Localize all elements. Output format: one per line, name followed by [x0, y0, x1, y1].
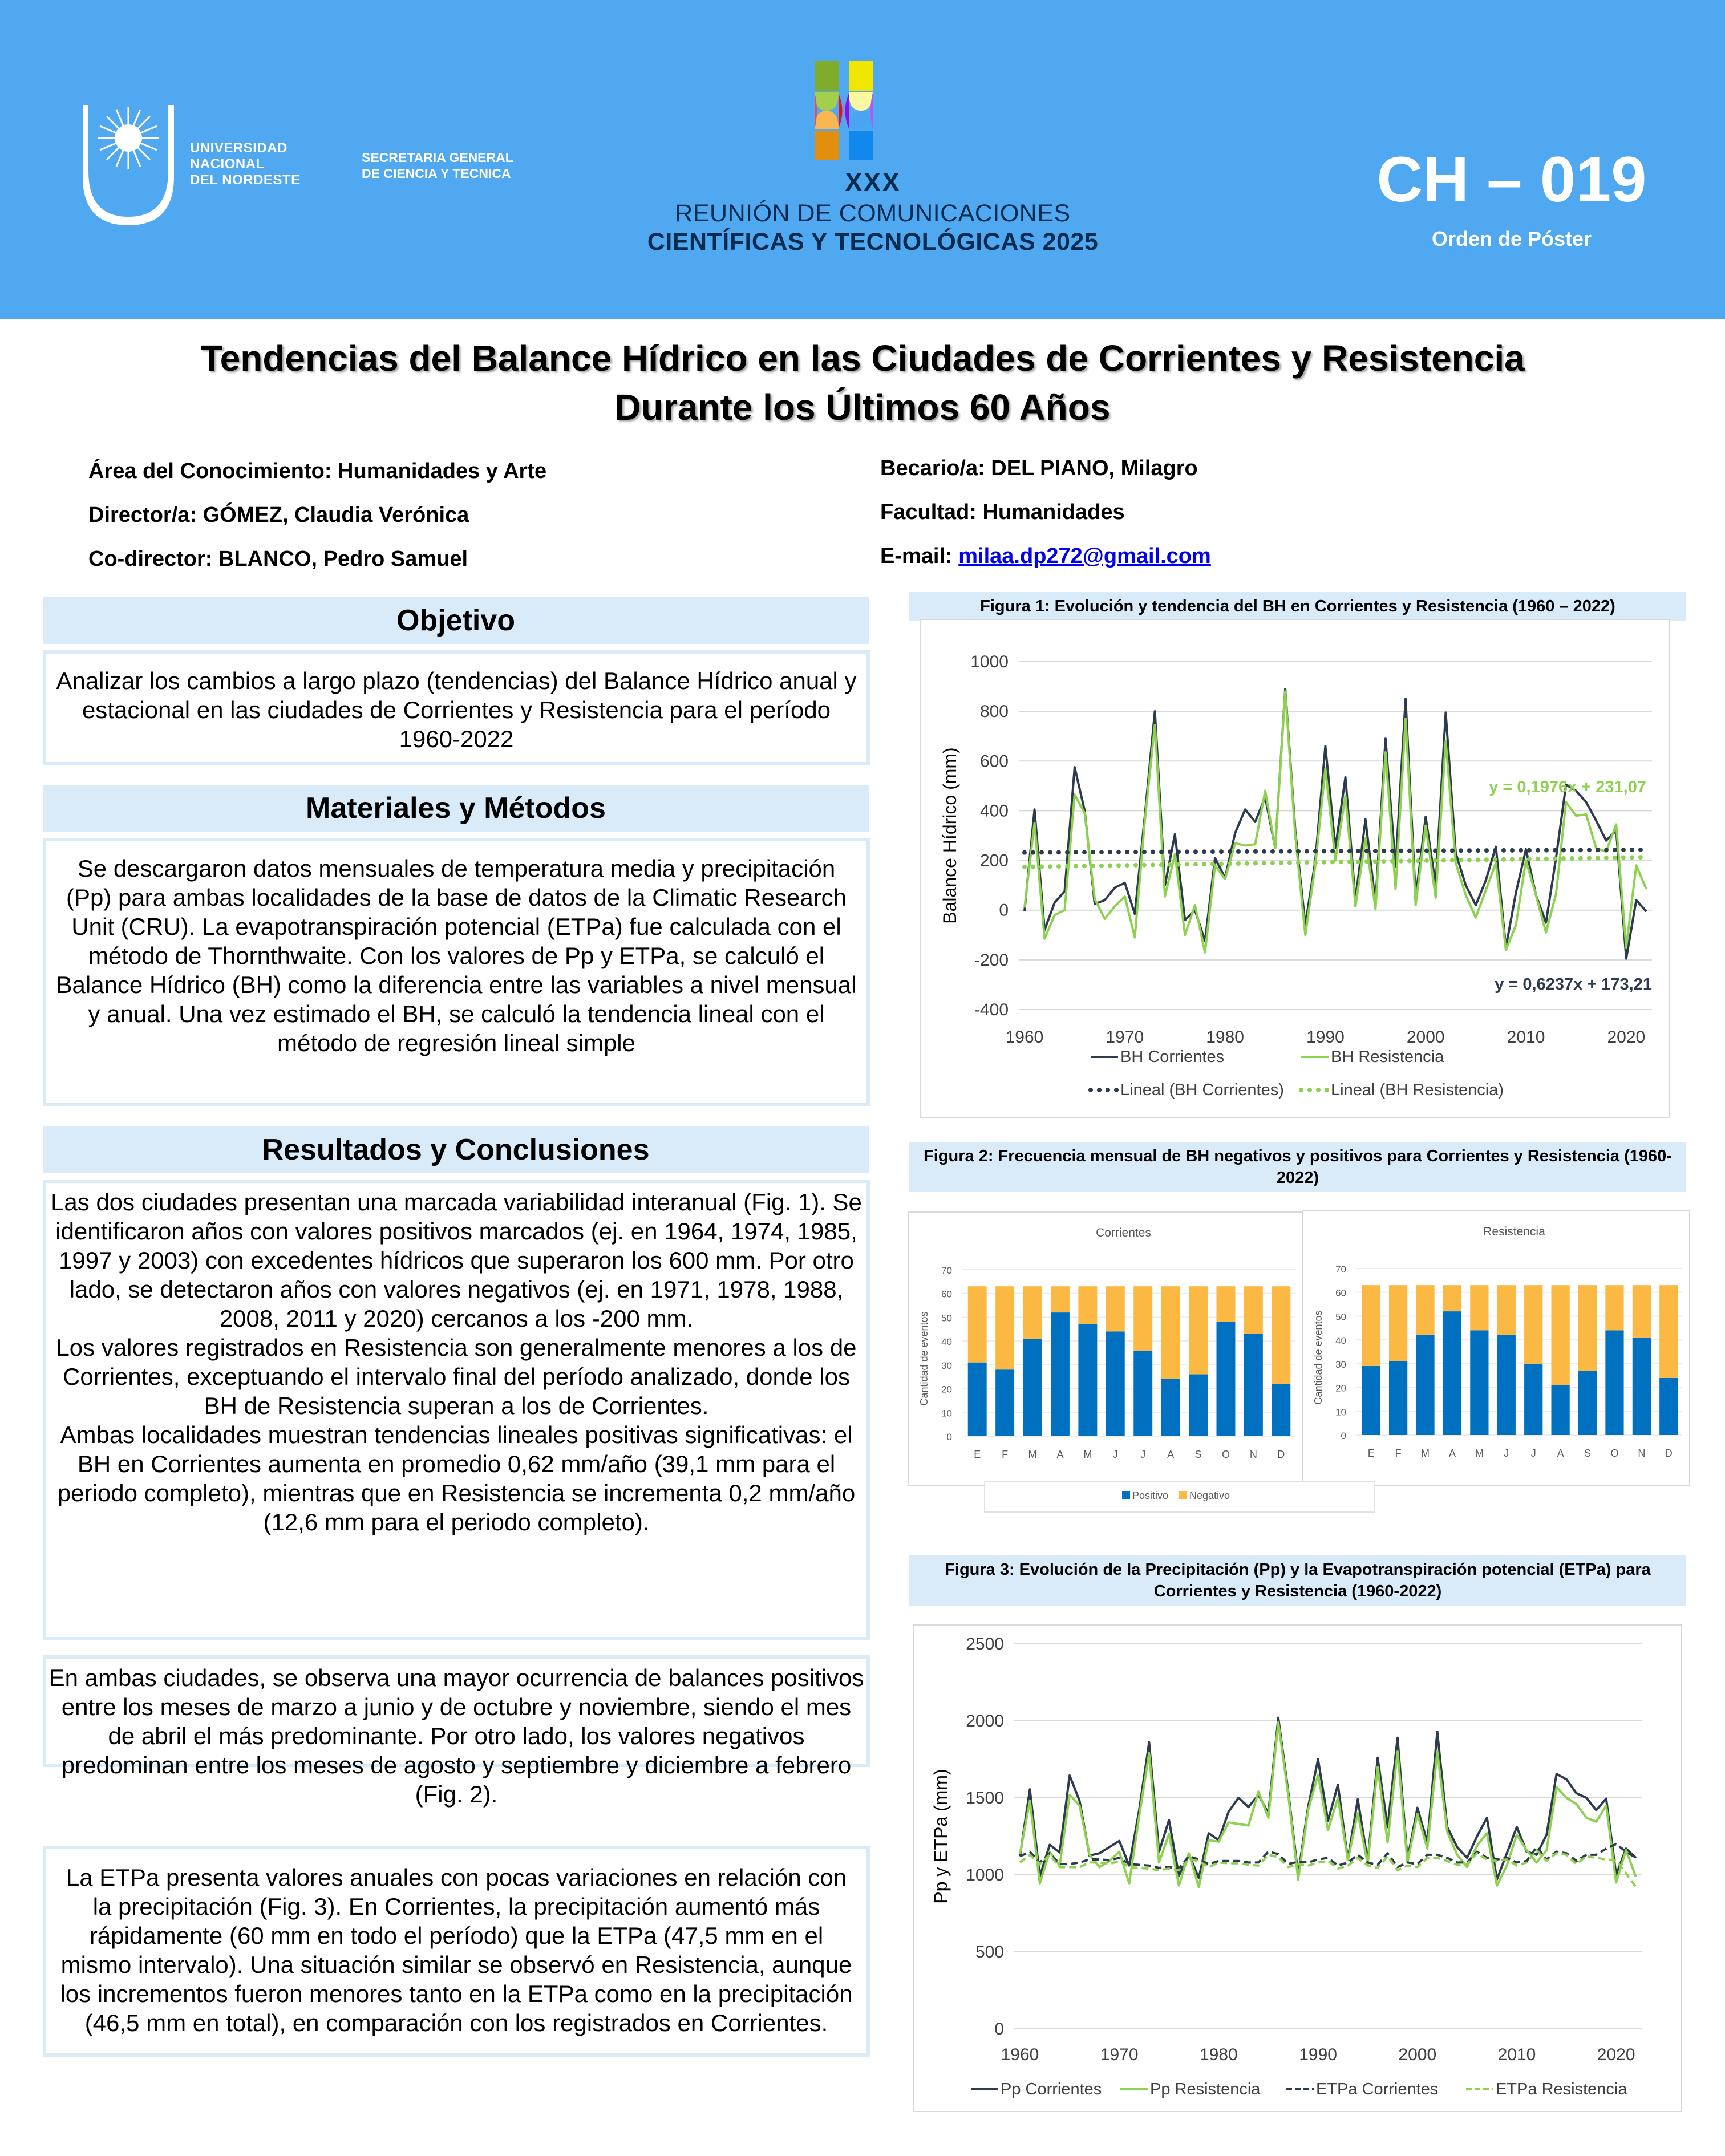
svg-text:BH Corrientes: BH Corrientes [1120, 1048, 1225, 1066]
svg-text:40: 40 [1335, 1335, 1346, 1347]
bar-negativo [1524, 1285, 1542, 1364]
bar-positivo [1416, 1335, 1434, 1435]
svg-text:1970: 1970 [1100, 2045, 1139, 2064]
svg-text:0: 0 [946, 1432, 952, 1442]
bar-negativo [1633, 1285, 1651, 1338]
svg-text:ETPa Corrientes: ETPa Corrientes [1316, 2080, 1439, 2098]
event-edition: XXX [844, 167, 901, 197]
section-metodos-text: Se descargaron datos mensuales de temperatura media y precipitación (Pp) para ambas localidades de la base de datos de la Climatic Research Unit (CRU). La evapotranspiración potencial (ETPa) fue calculada con el método de Thornthwaite. Con los valores de Pp y ETPa, se calculó el Balance Hídrico (BH) como la diferencia entre las variables a nivel mensual y anual. Una vez estimado el BH, se calculó la tendencia lineal con el método de regresión lineal simple [43, 838, 870, 1106]
svg-text:1960: 1960 [1001, 2045, 1039, 2064]
svg-text:ETPa Resistencia: ETPa Resistencia [1496, 2080, 1627, 2098]
university-name: UNIVERSIDAD NACIONAL DEL NORDESTE [190, 140, 301, 188]
bar-positivo [1051, 1312, 1070, 1436]
bar-positivo [1078, 1324, 1097, 1436]
svg-text:N: N [1249, 1449, 1257, 1460]
bar-negativo [1244, 1286, 1263, 1334]
svg-text:y = 0,6237x + 173,21: y = 0,6237x + 173,21 [1495, 975, 1652, 994]
svg-text:2010: 2010 [1497, 2045, 1536, 2064]
figure1-caption: Figura 1: Evolución y tendencia del BH en Corrientes y Resistencia (1960 – 2022) [909, 592, 1686, 621]
bar-negativo [1023, 1286, 1042, 1339]
svg-text:-200: -200 [974, 950, 1009, 970]
info-becario: Becario/a: DEL PIANO, Milagro [880, 456, 1198, 480]
svg-text:Balance Hídrico (mm): Balance Hídrico (mm) [940, 747, 960, 924]
svg-text:E: E [1367, 1448, 1375, 1459]
svg-text:500: 500 [975, 1943, 1004, 1962]
bar-positivo [1470, 1330, 1488, 1435]
svg-text:50: 50 [941, 1312, 952, 1324]
svg-text:600: 600 [979, 752, 1009, 771]
svg-text:20: 20 [941, 1384, 952, 1395]
svg-text:Cantidad de eventos: Cantidad de eventos [1313, 1310, 1324, 1405]
svg-text:J: J [1112, 1449, 1118, 1460]
svg-text:2500: 2500 [966, 1635, 1004, 1654]
svg-text:1500: 1500 [966, 1789, 1004, 1808]
series-bh-corrientes [1025, 689, 1646, 959]
svg-text:10: 10 [941, 1408, 952, 1419]
svg-text:1970: 1970 [1106, 1028, 1144, 1047]
bar-positivo [1106, 1331, 1125, 1436]
svg-text:20: 20 [1335, 1383, 1346, 1394]
svg-text:1000: 1000 [966, 1866, 1004, 1885]
bar-positivo [1578, 1371, 1597, 1435]
bar-positivo [968, 1363, 987, 1436]
svg-text:Lineal (BH Resistencia): Lineal (BH Resistencia) [1331, 1081, 1504, 1099]
svg-text:D: D [1277, 1449, 1285, 1460]
svg-text:1990: 1990 [1306, 1028, 1345, 1047]
corrientes-bar-chart [909, 1213, 1302, 1485]
svg-text:J: J [1530, 1448, 1536, 1459]
bar-negativo [1470, 1285, 1488, 1330]
bar-positivo [1497, 1335, 1516, 1435]
svg-text:A: A [1167, 1449, 1175, 1460]
event-logo-icon [815, 61, 874, 160]
svg-text:2000: 2000 [1406, 1028, 1445, 1047]
svg-text:Cantidad de eventos: Cantidad de eventos [918, 1311, 930, 1406]
bar-negativo [1443, 1285, 1461, 1311]
series-etpa-resistencia [1020, 1850, 1636, 1887]
svg-text:J: J [1504, 1448, 1509, 1459]
svg-text:1980: 1980 [1206, 1028, 1244, 1047]
svg-text:800: 800 [979, 702, 1009, 722]
bar-negativo [1216, 1286, 1235, 1322]
resistencia-bar-chart [1303, 1211, 1689, 1485]
svg-text:BH Resistencia: BH Resistencia [1331, 1048, 1444, 1066]
section-objetivo-text: Analizar los cambios a largo plazo (tendencias) del Balance Hídrico anual y estacional en las ciudades de Corrientes y Resistencia para el período 1960-2022 [43, 650, 870, 765]
event-name-line1: REUNIÓN DE COMUNICACIONES [675, 200, 1071, 227]
section-heading-objetivo: Objetivo [43, 597, 869, 644]
svg-text:Pp Corrientes: Pp Corrientes [1001, 2080, 1102, 2098]
bar-negativo [1552, 1285, 1570, 1385]
info-area: Área del Conocimiento: Humanidades y Arte [88, 459, 547, 483]
svg-text:1990: 1990 [1299, 2045, 1337, 2064]
poster-header [0, 0, 1725, 319]
pp-etpa-line-chart [914, 1626, 1681, 2111]
series-bh-resistencia [1025, 691, 1646, 952]
bar-negativo [1106, 1286, 1125, 1331]
svg-text:O: O [1221, 1449, 1230, 1460]
svg-text:60: 60 [941, 1288, 952, 1300]
svg-text:-400: -400 [974, 1000, 1009, 1019]
svg-text:60: 60 [1335, 1287, 1346, 1299]
info-codirector: Co-director: BLANCO, Pedro Samuel [88, 547, 468, 571]
svg-text:A: A [1557, 1448, 1564, 1459]
svg-text:70: 70 [1335, 1264, 1346, 1275]
series-etpa-corrientes [1020, 1844, 1636, 1869]
svg-text:Pp y ETPa (mm): Pp y ETPa (mm) [930, 1769, 951, 1904]
svg-text:M: M [1083, 1449, 1092, 1460]
svg-text:0: 0 [994, 2020, 1004, 2039]
bar-negativo [1578, 1285, 1597, 1371]
figure2-caption: Figura 2: Frecuencia mensual de BH negativos y positivos para Corrientes y Resistencia (1960-2022) [909, 1142, 1686, 1192]
bar-negativo [1659, 1285, 1678, 1378]
bar-positivo [1389, 1361, 1407, 1435]
svg-text:2020: 2020 [1597, 2045, 1635, 2064]
figure3-chart [913, 1624, 1682, 2112]
bar-negativo [995, 1286, 1014, 1369]
svg-text:2010: 2010 [1507, 1028, 1545, 1047]
svg-text:Positivo: Positivo [1132, 1490, 1169, 1501]
svg-text:A: A [1448, 1448, 1456, 1459]
svg-text:M: M [1028, 1449, 1037, 1460]
svg-text:10: 10 [1335, 1407, 1346, 1418]
svg-text:M: M [1475, 1448, 1484, 1459]
svg-text:1000: 1000 [970, 653, 1009, 671]
svg-text:N: N [1638, 1448, 1646, 1459]
svg-text:M: M [1421, 1448, 1430, 1459]
svg-text:J: J [1140, 1449, 1146, 1460]
svg-text:200: 200 [979, 851, 1009, 870]
svg-text:Resistencia: Resistencia [1483, 1225, 1545, 1238]
svg-text:F: F [1395, 1448, 1402, 1459]
bar-positivo [1443, 1311, 1461, 1435]
figure1-chart [920, 619, 1670, 1118]
bar-positivo [1244, 1334, 1263, 1436]
svg-text:2020: 2020 [1607, 1028, 1646, 1047]
bar-negativo [1051, 1286, 1070, 1312]
bar-positivo [1023, 1339, 1042, 1436]
bar-positivo [1189, 1375, 1208, 1436]
section-resultados-text: Las dos ciudades presentan una marcada variabilidad interanual (Fig. 1). Se identificaron años con valores positivos marcados (ej. en 1964, 1974, 1985, 1997 y 2003) con excedentes hídricos que superaron los 600 mm. Por otro lado, se detectaron años con valores negativos (ej. en 1971, 1978, 1988, 2008, 2011 y 2020) cercanos a los -200 mm. Los valores registrados en Resistencia son generalmente menores a los de Corrientes, exceptuando el intervalo final del período analizado, donde los BH de Resistencia superan a los de Corrientes. Ambas localidades muestran tendencias lineales positivas significativas: el BH en Corrientes aumenta en promedio 0,62 mm/año (39,1 mm para el periodo completo), mientras que en Resistencia se incrementa 0,2 mm/año (12,6 mm para el periodo completo). [43, 1180, 870, 1640]
svg-text:Pp Resistencia: Pp Resistencia [1150, 2080, 1261, 2098]
bar-positivo [1552, 1385, 1570, 1435]
bar-negativo [1133, 1286, 1152, 1351]
figure2-resistencia-chart [1302, 1210, 1690, 1486]
email-link[interactable]: milaa.dp272@gmail.com [958, 544, 1211, 568]
bar-negativo [1389, 1285, 1407, 1361]
figure2-corrientes-chart [908, 1211, 1303, 1486]
poster-code: CH – 019 [1376, 144, 1647, 215]
svg-text:50: 50 [1335, 1311, 1346, 1323]
bar-positivo [1133, 1351, 1152, 1436]
section-heading-resultados: Resultados y Conclusiones [43, 1126, 869, 1173]
svg-text:0: 0 [1341, 1430, 1346, 1441]
bar-negativo [968, 1286, 987, 1362]
bar-negativo [1189, 1286, 1208, 1374]
svg-text:40: 40 [941, 1336, 952, 1348]
svg-text:2000: 2000 [966, 1712, 1004, 1731]
svg-text:1980: 1980 [1200, 2045, 1238, 2064]
svg-text:E: E [974, 1449, 981, 1460]
svg-text:70: 70 [941, 1265, 952, 1276]
section-etpa-text: La ETPa presenta valores anuales con pocas variaciones en relación con la precipitación (Fig. 3). En Corrientes, la precipitación aumentó más rápidamente (60 mm en todo el período) que la ETPa (47,5 mm en el mismo intervalo). Una situación similar se observó en Resistencia, aunque los incrementos fueron menores tanto en la ETPa como en la precipitación (46,5 mm en total), en comparación con los registrados en Corrientes. [43, 1846, 870, 2057]
bar-negativo [1362, 1285, 1380, 1366]
bar-positivo [1362, 1366, 1380, 1435]
unne-logo-icon [80, 103, 177, 225]
info-director: Director/a: GÓMEZ, Claudia Verónica [88, 503, 469, 527]
info-facultad: Facultad: Humanidades [880, 500, 1125, 524]
svg-text:30: 30 [1335, 1359, 1346, 1370]
bar-negativo [1272, 1286, 1290, 1384]
bar-negativo [1416, 1285, 1434, 1335]
bar-positivo [1605, 1330, 1623, 1435]
bar-positivo [1633, 1338, 1651, 1435]
svg-text:Negativo: Negativo [1189, 1490, 1230, 1501]
section-meses-text: En ambas ciudades, se observa una mayor ocurrencia de balances positivos entre los meses de marzo a junio y de octubre y noviembre, siendo el mes de abril el más predominante. Por otro lado, los valores negativos predominan entre los meses de agosto y septiembre y diciembre a febrero (Fig. 2). [43, 1655, 870, 1767]
svg-text:2000: 2000 [1398, 2045, 1437, 2064]
svg-text:0: 0 [999, 901, 1009, 920]
svg-text:30: 30 [941, 1360, 952, 1371]
svg-text:S: S [1584, 1448, 1592, 1459]
bar-negativo [1161, 1286, 1180, 1379]
svg-text:O: O [1610, 1448, 1619, 1459]
info-email: E-mail: milaa.dp272@gmail.com [880, 544, 1211, 568]
svg-text:A: A [1056, 1449, 1064, 1460]
figure2-legend [984, 1481, 1375, 1513]
svg-text:400: 400 [979, 801, 1009, 821]
bh-line-chart [921, 620, 1669, 1117]
poster-order-label: Orden de Póster [1431, 227, 1592, 250]
bar-positivo [1659, 1378, 1678, 1435]
page-title: Tendencias del Balance Hídrico en las Ciudades de Corrientes y Resistencia Durante los Últimos 60 Años [200, 338, 1525, 428]
svg-text:F: F [1002, 1449, 1009, 1460]
bar-positivo [995, 1369, 1014, 1436]
section-heading-metodos: Materiales y Métodos [43, 785, 869, 832]
bar-positivo [1272, 1384, 1290, 1436]
bar-positivo [1161, 1379, 1180, 1436]
svg-text:1960: 1960 [1005, 1028, 1044, 1047]
bar-positivo [1216, 1322, 1235, 1436]
svg-text:D: D [1665, 1448, 1673, 1459]
svg-text:Corrientes: Corrientes [1096, 1226, 1151, 1239]
bar-negativo [1605, 1285, 1623, 1330]
svg-text:S: S [1194, 1449, 1202, 1460]
bar-positivo [1524, 1364, 1542, 1435]
secretaria-name: SECRETARIA GENERAL DE CIENCIA Y TECNICA [362, 150, 513, 181]
figure3-caption: Figura 3: Evolución de la Precipitación (Pp) y la Evapotranspiración potencial (ETPa) para Corrientes y Resistencia (1960-2022) [909, 1555, 1686, 1606]
svg-text:Lineal (BH Corrientes): Lineal (BH Corrientes) [1120, 1081, 1284, 1099]
bar-negativo [1497, 1285, 1516, 1335]
svg-text:y = 0,1976x + 231,07: y = 0,1976x + 231,07 [1489, 778, 1646, 796]
event-name-line2: CIENTÍFICAS Y TECNOLÓGICAS 2025 [647, 228, 1099, 256]
bar-negativo [1078, 1286, 1097, 1324]
